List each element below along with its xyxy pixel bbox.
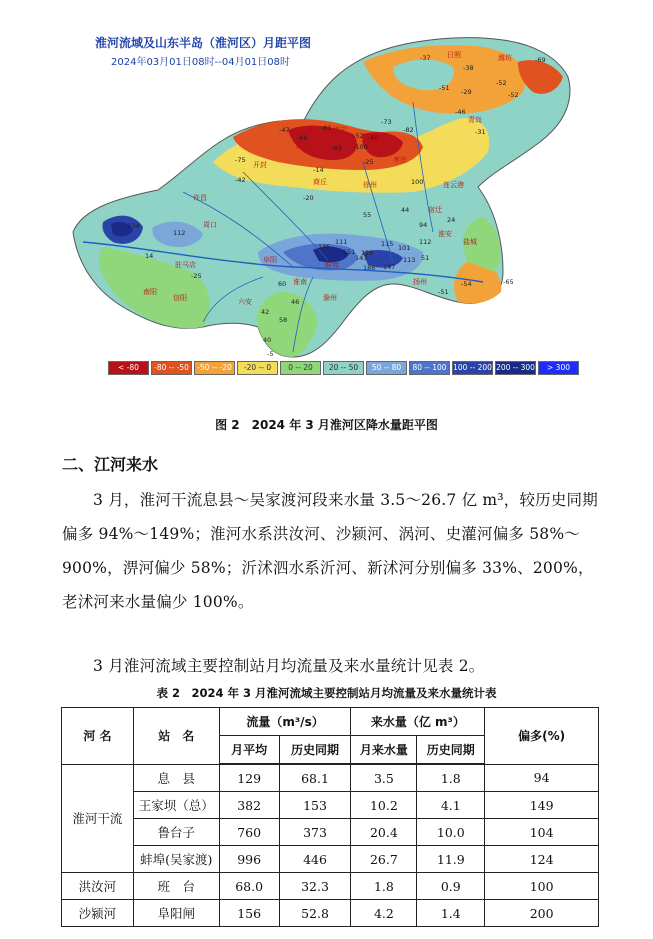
dev-cell: 200 bbox=[485, 900, 599, 927]
map-value-label: -25 bbox=[191, 272, 202, 280]
hist-vol-cell: 0.9 bbox=[417, 873, 485, 900]
map-value-label: -5 bbox=[267, 350, 274, 358]
hist-vol-cell: 11.9 bbox=[417, 846, 485, 873]
station-cell: 蚌埠(吴家渡) bbox=[133, 846, 219, 873]
dev-cell: 124 bbox=[485, 846, 599, 873]
avg-cell: 156 bbox=[219, 900, 279, 927]
map-value-label: -42 bbox=[235, 176, 246, 184]
map-place-label: 扬州 bbox=[413, 278, 427, 286]
header-hist-volume: 历史同期 bbox=[417, 736, 485, 765]
table-row bbox=[62, 900, 599, 927]
river-cell: 沙颍河 bbox=[62, 900, 134, 927]
map-place-label: 潍坊 bbox=[498, 54, 512, 62]
header-hist-flow: 历史同期 bbox=[279, 736, 351, 765]
vol-cell: 3.5 bbox=[351, 764, 417, 792]
map-value-label: -82 bbox=[403, 126, 414, 134]
map-value-label: 42 bbox=[261, 308, 270, 316]
map-value-label: -69 bbox=[535, 56, 546, 64]
map-value-label: 186 bbox=[363, 264, 376, 272]
legend-swatch: -80 -- -50 bbox=[151, 361, 192, 375]
map-value-label: 134 bbox=[127, 222, 140, 230]
map-title: 淮河流域及山东半岛（淮河区）月距平图 bbox=[95, 36, 312, 50]
table-caption: 表 2 2024 年 3 月淮河流域主要控制站月均流量及来水量统计表 bbox=[156, 686, 497, 700]
legend-swatch: 20 -- 50 bbox=[323, 361, 364, 375]
hist-cell: 68.1 bbox=[279, 764, 351, 792]
map-value-label: -51 bbox=[439, 84, 450, 92]
map-value-label: -37 bbox=[420, 54, 431, 62]
legend-swatch: 50 -- 80 bbox=[366, 361, 407, 375]
map-value-label: -14 bbox=[313, 166, 324, 174]
hist-vol-cell: 4.1 bbox=[417, 792, 485, 819]
header-monthly-avg: 月平均 bbox=[219, 736, 279, 765]
map-value-label: 112 bbox=[419, 238, 432, 246]
river-cell: 淮河干流 bbox=[62, 764, 134, 873]
legend-swatch: -50 -- -20 bbox=[194, 361, 235, 375]
legend-swatch: 200 -- 300 bbox=[495, 361, 536, 375]
paragraph-table-reference: 3 月淮河流域主要控制站月均流量及来水量统计见表 2。 bbox=[93, 657, 485, 675]
map-value-label: 100 bbox=[411, 178, 424, 186]
dev-cell: 100 bbox=[485, 873, 599, 900]
map-value-label: 151 bbox=[343, 248, 356, 256]
map-subtitle: 2024年03月01日08时--04月01日08时 bbox=[111, 57, 291, 68]
map-value-label: 115 bbox=[381, 240, 394, 248]
map-place-label: 阜阳 bbox=[263, 256, 277, 264]
hist-cell: 446 bbox=[279, 846, 351, 873]
vol-cell: 4.2 bbox=[351, 900, 417, 927]
header-river: 河 名 bbox=[62, 708, 134, 765]
map-value-label: -75 bbox=[235, 156, 246, 164]
map-value-label: -47 bbox=[279, 126, 290, 134]
map-value-label: -60 bbox=[368, 134, 379, 142]
map-place-label: 盐城 bbox=[463, 238, 477, 246]
header-flow: 流量（m³/s） bbox=[219, 708, 351, 736]
station-cell: 息 县 bbox=[133, 764, 219, 792]
avg-cell: 760 bbox=[219, 819, 279, 846]
map-place-label: 徐州 bbox=[363, 181, 377, 189]
map-value-label: -52 bbox=[496, 79, 507, 87]
avg-cell: 382 bbox=[219, 792, 279, 819]
map-value-label: -29 bbox=[461, 88, 472, 96]
map-value-label: 126 bbox=[361, 249, 374, 257]
map-value-label: 46 bbox=[291, 298, 300, 306]
dev-cell: 149 bbox=[485, 792, 599, 819]
map-value-label: -20 bbox=[303, 194, 314, 202]
map-value-label: -31 bbox=[475, 128, 486, 136]
map-value-label: 51 bbox=[421, 254, 430, 262]
map-value-label: -63 bbox=[331, 144, 342, 152]
table-row bbox=[62, 764, 599, 792]
map-value-label: -73 bbox=[381, 118, 392, 126]
legend-swatch: 80 -- 100 bbox=[409, 361, 450, 375]
map-place-label: 宿迁 bbox=[428, 206, 442, 214]
hist-cell: 153 bbox=[279, 792, 351, 819]
avg-cell: 129 bbox=[219, 764, 279, 792]
map-value-label: 101 bbox=[398, 244, 411, 252]
map-place-label: 六安 bbox=[238, 298, 252, 306]
header-deviation: 偏多(%) bbox=[485, 708, 599, 765]
map-place-label: 济宁 bbox=[333, 126, 347, 134]
map-value-label: 60 bbox=[278, 280, 287, 288]
legend-swatch: > 300 bbox=[538, 361, 579, 375]
map-value-label: 24 bbox=[447, 216, 456, 224]
avg-cell: 996 bbox=[219, 846, 279, 873]
map-value-label: -61 bbox=[321, 124, 332, 132]
vol-cell: 20.4 bbox=[351, 819, 417, 846]
map-value-label: 58 bbox=[279, 316, 288, 324]
section-heading: 二、江河来水 bbox=[62, 455, 159, 474]
table-row bbox=[62, 819, 599, 846]
map-place-label: 日照 bbox=[447, 51, 461, 59]
map-legend bbox=[108, 361, 581, 375]
map-value-label: 143 bbox=[355, 254, 368, 262]
hist-vol-cell: 10.0 bbox=[417, 819, 485, 846]
map-value-label: 14 bbox=[145, 252, 154, 260]
map-value-label: -38 bbox=[463, 64, 474, 72]
figure-caption: 图 2 2024 年 3 月淮河区降水量距平图 bbox=[215, 418, 438, 432]
hist-cell: 32.3 bbox=[279, 873, 351, 900]
map-place-label: 南阳 bbox=[143, 288, 157, 296]
paragraph-inflow-summary: 3 月，淮河干流息县～吴家渡河段来水量 3.5～26.7 亿 m³，较历史同期偏多 94%～149%；淮河水系洪汝河、沙颍河、涡河、史灌河偏多 58%～900%，淠河偏少 58%；沂沭泗水系沂河、新沭河分别偏多 33%、200%，老沭河来水量偏少 100%。 bbox=[62, 491, 598, 611]
hist-cell: 52.8 bbox=[279, 900, 351, 927]
station-cell: 阜阳闸 bbox=[133, 900, 219, 927]
precipitation-anomaly-map bbox=[63, 22, 593, 392]
map-place-label: 淮安 bbox=[438, 230, 452, 238]
map-value-label: -52 bbox=[508, 91, 519, 99]
vol-cell: 26.7 bbox=[351, 846, 417, 873]
map-value-label: -65 bbox=[503, 278, 514, 286]
header-station: 站 名 bbox=[133, 708, 219, 765]
map-value-label: 94 bbox=[419, 221, 428, 229]
table-row bbox=[62, 873, 599, 900]
map-place-label: 淮南 bbox=[293, 278, 307, 286]
map-value-label: -25 bbox=[363, 158, 374, 166]
map-place-label: 许昌 bbox=[193, 194, 207, 202]
avg-cell: 68.0 bbox=[219, 873, 279, 900]
map-place-label: 开封 bbox=[253, 161, 267, 169]
table-row bbox=[62, 846, 599, 873]
table-row bbox=[62, 792, 599, 819]
vol-cell: 10.2 bbox=[351, 792, 417, 819]
map-place-label: 商丘 bbox=[313, 178, 327, 186]
map-value-label: 135 bbox=[318, 243, 331, 251]
map-place-label: 信阳 bbox=[173, 294, 187, 302]
map-value-label: 44 bbox=[401, 206, 410, 214]
map-place-label: 连云港 bbox=[443, 181, 464, 189]
map-value-label: 40 bbox=[263, 336, 272, 344]
header-volume: 来水量（亿 m³） bbox=[351, 708, 485, 736]
map-place-label: 滁州 bbox=[323, 294, 337, 302]
legend-swatch: 100 -- 200 bbox=[452, 361, 493, 375]
map-value-label: 111 bbox=[335, 238, 348, 246]
header-monthly-volume: 月来水量 bbox=[351, 736, 417, 765]
map-value-label: -51 bbox=[438, 288, 449, 296]
map-value-label: 55 bbox=[363, 211, 372, 219]
map-place-label: 枣庄 bbox=[393, 156, 407, 164]
legend-swatch: -20 -- 0 bbox=[237, 361, 278, 375]
map-value-label: -52 bbox=[353, 132, 364, 140]
vol-cell: 1.8 bbox=[351, 873, 417, 900]
map-value-label: -46 bbox=[455, 108, 466, 116]
map-value-label: -54 bbox=[461, 280, 472, 288]
map-place-label: 蚌埠 bbox=[325, 261, 339, 269]
map-value-label: 112 bbox=[173, 229, 186, 237]
station-cell: 王家坝（总） bbox=[133, 792, 219, 819]
station-cell: 班 台 bbox=[133, 873, 219, 900]
hist-cell: 373 bbox=[279, 819, 351, 846]
map-place-label: 菏泽 bbox=[296, 142, 310, 150]
map-value-label: 113 bbox=[403, 256, 416, 264]
map-place-label: 青岛 bbox=[468, 116, 482, 124]
map-place-label: 驻马店 bbox=[175, 261, 196, 269]
map-value-label: -69 bbox=[297, 134, 308, 142]
map-place-label: 周口 bbox=[203, 221, 217, 229]
dev-cell: 94 bbox=[485, 764, 599, 792]
map-value-label: -100 bbox=[353, 143, 368, 151]
map-basemap bbox=[63, 22, 593, 392]
hist-vol-cell: 1.4 bbox=[417, 900, 485, 927]
hist-vol-cell: 1.8 bbox=[417, 764, 485, 792]
legend-swatch: < -80 bbox=[108, 361, 149, 375]
dev-cell: 104 bbox=[485, 819, 599, 846]
legend-swatch: 0 -- 20 bbox=[280, 361, 321, 375]
river-cell: 洪汝河 bbox=[62, 873, 134, 900]
map-value-label: 147 bbox=[383, 263, 396, 271]
station-statistics-table bbox=[61, 707, 599, 927]
station-cell: 鲁台子 bbox=[133, 819, 219, 846]
